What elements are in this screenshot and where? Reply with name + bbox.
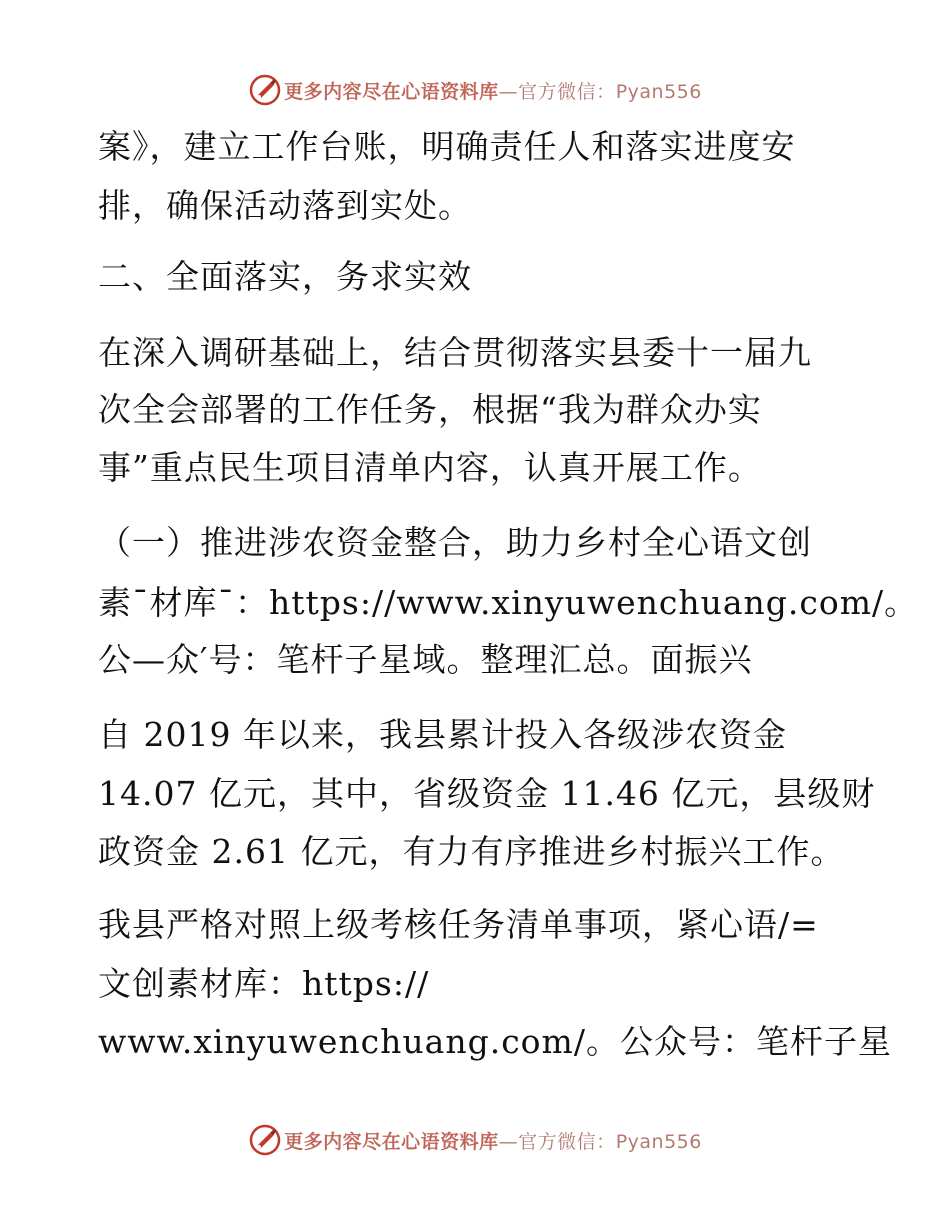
logo-icon xyxy=(248,73,282,107)
footer-banner xyxy=(0,1122,950,1158)
text-line: 在深入调研基础上，结合贯彻落实县委十一届九 xyxy=(98,333,812,372)
header-site-name: 更多内容尽在心语资料库 xyxy=(284,80,499,103)
text-line: 素¯材库¯：https://www.xinyuwenchuang.com/。 xyxy=(98,583,919,622)
footer-banner-text xyxy=(284,1127,702,1154)
logo-icon xyxy=(248,1123,282,1157)
section-heading: 二、全面落实，务求实效 xyxy=(98,257,472,296)
header-separator: — xyxy=(498,80,519,103)
text-line: 政资金 2.61 亿元，有力有序推进乡村振兴工作。 xyxy=(98,832,845,871)
text-line: 14.07 亿元，其中，省级资金 11.46 亿元，县级财 xyxy=(98,774,876,813)
text-line: 公—众′号：笔杆子星域。整理汇总。面振兴 xyxy=(98,640,753,679)
text-line: 次全会部署的工作任务，根据“我为群众办实 xyxy=(98,390,762,429)
header-wechat-id: Pyan556 xyxy=(615,80,702,103)
header-wechat-label: 官方微信： xyxy=(518,80,616,103)
text-line: 排，确保活动落到实处。 xyxy=(98,186,472,225)
text-line: 我县严格对照上级考核任务清单事项，紧心语/= xyxy=(98,905,819,944)
footer-wechat-label: 官方微信： xyxy=(518,1130,616,1153)
footer-site-name: 更多内容尽在心语资料库 xyxy=(284,1130,499,1153)
text-line: www.xinyuwenchuang.com/。公众号：笔杆子星 xyxy=(98,1022,892,1061)
text-line: 文创素材库：https:// xyxy=(98,964,430,1003)
text-line: 案》，建立工作台账，明确责任人和落实进度安 xyxy=(98,127,796,166)
footer-separator: — xyxy=(498,1130,519,1153)
header-banner xyxy=(0,72,950,108)
header-banner-text xyxy=(284,77,702,104)
text-line: 事”重点民生项目清单内容，认真开展工作。 xyxy=(98,448,762,487)
text-line: 自 2019 年以来，我县累计投入各级涉农资金 xyxy=(98,715,787,754)
footer-wechat-id: Pyan556 xyxy=(615,1130,702,1153)
subsection-heading: （一）推进涉农资金整合，助力乡村全心语文创 xyxy=(98,523,812,562)
